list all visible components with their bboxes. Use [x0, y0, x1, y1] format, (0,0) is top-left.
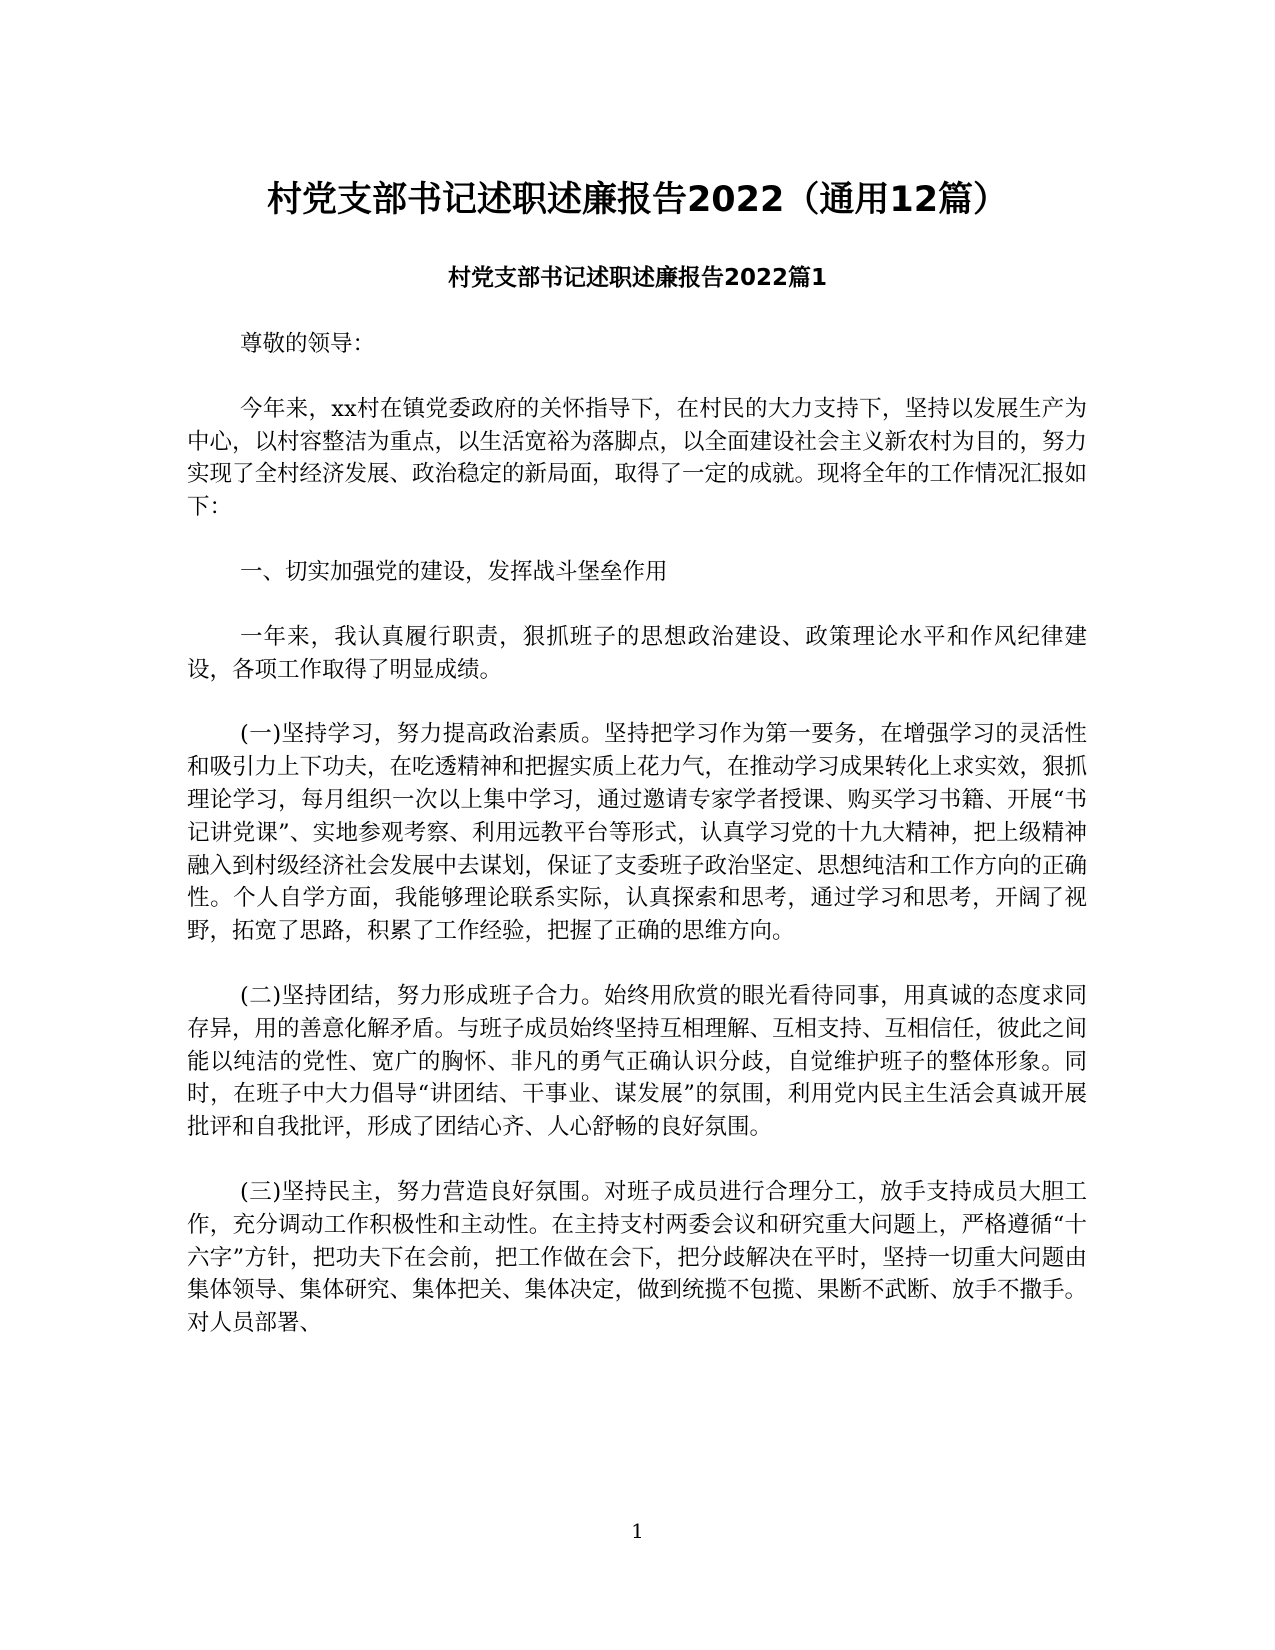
- intro-paragraph: 今年来，xx村在镇党委政府的关怀指导下，在村民的大力支持下，坚持以发展生产为中心，以村容整洁为重点，以生活宽裕为落脚点，以全面建设社会主义新农村为目的，努力实现了全村经济发展、政治稳定的新局面，取得了一定的成就。现将全年的工作情况汇报如下：: [187, 395, 1088, 521]
- document-title: 村党支部书记述职述廉报告2022（通用12篇）: [266, 180, 1009, 220]
- page-number: 1: [631, 1519, 644, 1543]
- section-heading-paragraph: 一、切实加强党的建设，发挥战斗堡垒作用: [240, 558, 668, 585]
- summary-paragraph: 一年来，我认真履行职责，狠抓班子的思想政治建设、政策理论水平和作风纪律建设，各项工作取得了明显成绩。: [187, 623, 1087, 683]
- study-paragraph: (一)坚持学习，努力提高政治素质。坚持把学习作为第一要务，在增强学习的灵活性和吸引力上下功夫，在吃透精神和把握实质上花力气，在推动学习成果转化上求实效，狠抓理论学习，每月组织一次以上集中学习，通过邀请专家学者授课、购买学习书籍、开展“书记讲党课”、实地参观考察、利用远教平台等形式，认真学习党的十九大精神，把上级精神融入到村级经济社会发展中去谋划，保证了支委班子政治坚定、思想纯洁和工作方向的正确性。个人自学方面，我能够理论联系实际，认真探索和思考，通过学习和思考，开阔了视野，拓宽了思路，积累了工作经验，把握了正确的思维方向。: [187, 721, 1088, 945]
- unity-paragraph: (二)坚持团结，努力形成班子合力。始终用欣赏的眼光看待同事，用真诚的态度求同存异，用的善意化解矛盾。与班子成员始终坚持互相理解、互相支持、互相信任，彼此之间能以纯洁的党性、宽广的胸怀、非凡的勇气正确认识分歧，自觉维护班子的整体形象。同时，在班子中大力倡导“讲团结、干事业、谋发展”的氛围，利用党内民主生活会真诚开展批评和自我批评，形成了团结心齐、人心舒畅的良好氛围。: [187, 982, 1088, 1141]
- section-title: 村党支部书记述职述廉报告2022篇1: [447, 265, 828, 291]
- democracy-paragraph: (三)坚持民主，努力营造良好氛围。对班子成员进行合理分工，放手支持成员大胆工作，充分调动工作积极性和主动性。在主持支村两委会议和研究重大问题上，严格遵循“十六字”方针，把功夫下在会前，把工作做在会下，把分歧解决在平时，坚持一切重大问题由集体领导、集体研究、集体把关、集体决定，做到统揽不包揽、果断不武断、放手不撒手。对人员部署、: [187, 1178, 1088, 1337]
- document-body: [187, 328, 1087, 1372]
- salutation-paragraph: 尊敬的领导：: [240, 331, 376, 357]
